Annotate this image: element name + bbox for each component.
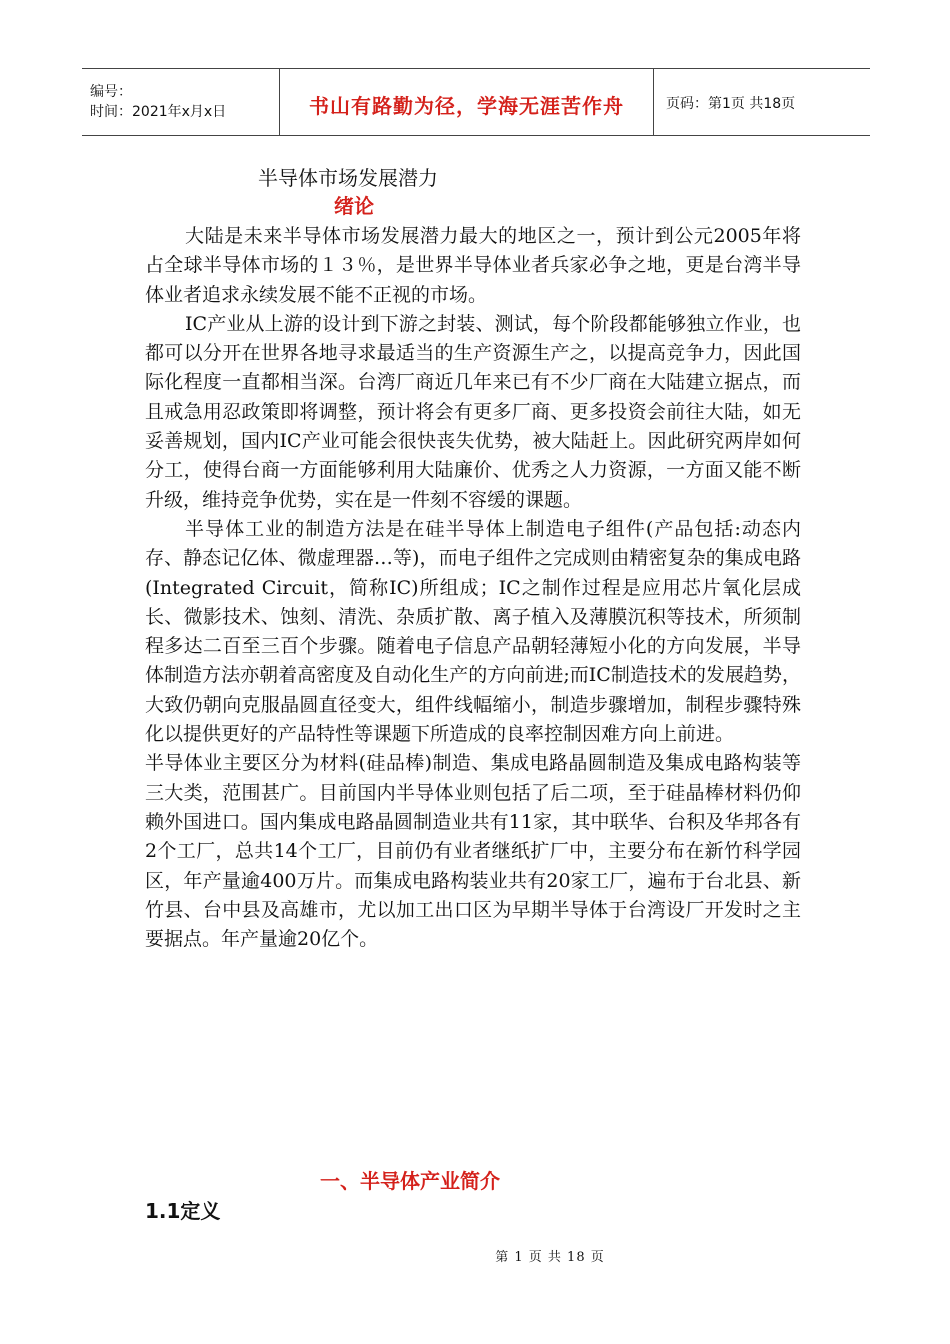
page-footer: 第 1 页 共 18 页	[495, 1250, 605, 1265]
paragraph-3: 半导体工业的制造方法是在硅半导体上制造电子组件(产品包括:动态内存、静态记亿体、微虚理器…等)，而电子组件之完成则由精密复杂的集成电路(Integrated Circuit，简称IC)所组成；IC之制作过程是应用芯片氧化层成长、微影技术、蚀刻、清洗、杂质扩散、离子植入及薄膜沉积等技术，所须制程多达二百至三百个步骤。随着电子信息产品朝轻薄短小化的方向发展，半导体制造方法亦朝着高密度及自动化生产的方向前进;而IC制造技术的发展趋势，大致仍朝向克服晶圆直径变大，组件线幅缩小，制造步骤增加，制程步骤特殊化以提供更好的产品特性等课题下所造成的良率控制因难方向上前进。	[145, 517, 801, 746]
header-slogan: 书山有路勤为径，学海无涯苦作舟	[309, 93, 624, 118]
document-title: 半导体市场发展潜力	[258, 166, 438, 190]
intro-heading: 绪论	[334, 194, 374, 218]
header-slogan-cell	[280, 69, 654, 135]
subsection-heading: 1.1定义	[145, 1199, 221, 1223]
header-left-cell	[82, 69, 280, 135]
header-page-cell	[654, 69, 870, 135]
paragraph-4: 半导体业主要区分为材料(硅品棒)制造、集成电路晶圆制造及集成电路构装等三大类，范围甚广。目前国内半导体业则包括了后二项，至于硅晶棒材料仍仰赖外国进口。国内集成电路晶圆制造业共有11家，其中联华、台积及华邦各有2个工厂，总共14个工厂，目前仍有业者继纸扩厂中，主要分布在新竹科学园区，年产量逾400万片。而集成电路构装业共有20家工厂，遍布于台北县、新竹县、台中县及高雄市，尤以加工出口区为早期半导体于台湾设厂开发时之主要据点。年产量逾20亿个。	[145, 752, 801, 951]
page-header	[82, 68, 870, 136]
paragraph-2: IC产业从上游的设计到下游之封装、测试，每个阶段都能够独立作业，也都可以分开在世界各地寻求最适当的生产资源生产之，以提高竞争力，因此国际化程度一直都相当深。台湾厂商近几年来已有不少厂商在大陆建立据点，而且戒急用忍政策即将调整，预计将会有更多厂商、更多投资会前往大陆，如无妥善规划，国内IC产业可能会很快丧失优势，被大陆赶上。因此研究两岸如何分工，使得台商一方面能够利用大陆廉价、优秀之人力资源，一方面又能不断升级，维持竞争优势，实在是一件刻不容缓的课题。	[145, 312, 801, 511]
paragraph-1: 大陆是未来半导体市场发展潜力最大的地区之一，预计到公元2005年将占全球半导体市场的１３％，是世界半导体业者兵家必争之地，更是台湾半导体业者追求永续发展不能不正视的市场。	[145, 225, 801, 306]
section-heading: 一、半导体产业简介	[320, 1169, 500, 1193]
document-number-label: 编号：	[90, 84, 132, 100]
document-time-label: 时间：2021年x月x日	[90, 104, 227, 120]
document-body	[145, 222, 801, 954]
header-page-info: 页码：第1页 共18页	[666, 96, 796, 112]
